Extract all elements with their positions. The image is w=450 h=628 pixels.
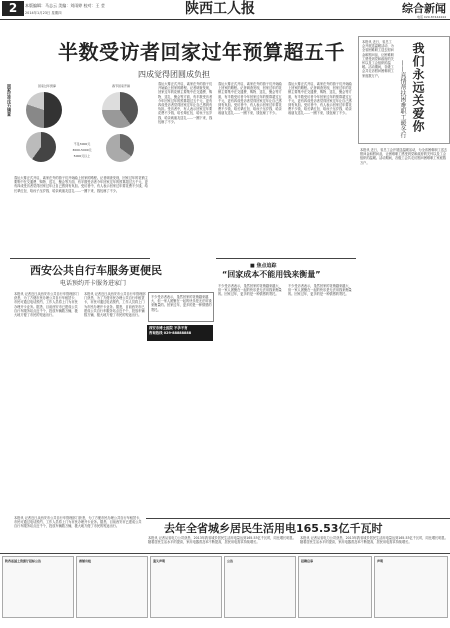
lead-headline: 半数受访者回家过年预算超五千 (58, 40, 345, 64)
focus-headline: “回家成本不能用钱来衡量” (222, 270, 321, 279)
divider (10, 258, 150, 259)
lead-body-left: 春运大幕正式开启，离家在外的游子们开始踏上回家的路程。记者调查发现，回家过年的花销主要集中在交通费、购物、送礼、聚会等方面，有半数受访者今年回家过年的预算超过五千元，更有四成受访者觉得回家过年让自己感到有负担。受访者中，有人表示回家过年要花费不少钱，给长辈红包、给孩子压岁钱、给亲戚朋友送礼……一圈下来，钱包瘪了不少。 (14, 176, 148, 193)
editor-credits: 本版编辑：马志云 美编：刘雨婷 校对：王 莹 (25, 3, 105, 8)
survey-side-label: 回家过年压力调查 (7, 84, 12, 116)
focus-body-left: 不少受访者表示，虽然回家的花销越来越大，但一家人团聚在一起的快乐是无法用钱来衡量的。回家过年，更多的是一种情感的寄托。 (218, 284, 282, 297)
chart-panel (14, 84, 154, 172)
xian-subhead: 电话预约开卡服务进家门 (60, 280, 127, 287)
electricity-headline: 去年全省城乡居民生活用电165.53亿千瓦时 (164, 522, 383, 535)
lead-body-col4: 春运大幕正式开启，离家在外的游子们开始踏上回家的路程。记者调查发现，回家过年的花销主要集中在交通费、购物、送礼、聚会等方面，有半数受访者今年回家过年的预算超过五千元，更有四成受访者觉得回家过年让自己感到有负担。受访者中，有人表示回家过年要花费不少钱，给长辈红包、给孩子压岁钱、给亲戚朋友送礼……一圈下来，钱包瘪了不少。 (288, 82, 352, 116)
classified-ad (224, 556, 296, 618)
classified-ad-title: 声明 (377, 559, 384, 563)
expense-pie-chart (102, 92, 138, 128)
ad-panel-text: 不少受访者表示，虽然回家的花销越来越大，但一家人团聚在一起的快乐是无法用钱来衡量的。回家过年，更多的是一种情感的寄托。 (151, 295, 212, 312)
sidebar-body: 本报讯 近日，省总工会开展送温暖活动，为全省困难职工送去慰问金和慰问品，让困难职工感受到党和政府的关怀以及工会组织的温暖。活动期间，各级工会共走访慰问困难职工家庭数万户。 (360, 148, 448, 165)
gift-pie-chart (106, 134, 134, 162)
classified-ad-title: 陕西省国土资源厅招标公告 (5, 559, 42, 563)
focus-tag: ■ 焦点追踪 (250, 263, 277, 269)
focus-body-right: 不少受访者表示，虽然回家的花销越来越大，但一家人团聚在一起的快乐是无法用钱来衡量的。回家过年，更多的是一种情感的寄托。 (288, 284, 352, 297)
hospital-ad-phone: 咨询热线 029-88888888 (149, 330, 192, 335)
classified-ad-title: 公告 (227, 559, 234, 563)
xian-body-left: 本报讯 记者近日从西安市公共自行车管理部门获悉，为了方便市民办理公共自行车租赁卡，市民可通过电话预约，工作人员将上门为市民办理开卡业务。据悉，目前西安市已建成公共自行车服务站点近千个，投放车辆数万辆，极大地方便了市民的短途出行。 (14, 292, 79, 318)
divider (216, 258, 356, 259)
classified-ad (374, 556, 448, 618)
sidebar-title: 我们永远关爱你 (411, 42, 425, 133)
electricity-body-left: 本报讯 记者从省电力公司获悉，2013年我省城乡居民生活用电量达到165.53亿千瓦时，同比增长明显。随着居民生活水平的提高，家用电器普及率不断提高，居民用电需求持续增长。 (148, 536, 296, 545)
hospital-ad (147, 325, 213, 341)
section-title: 综合新闻 (402, 2, 446, 15)
lead-body-col2: 春运大幕正式开启，离家在外的游子们开始踏上回家的路程。记者调查发现，回家过年的花销主要集中在交通费、购物、送礼、聚会等方面，有半数受访者今年回家过年的预算超过五千元，更有四成受访者觉得回家过年让自己感到有负担。受访者中，有人表示回家过年要花费不少钱，给长辈红包、给孩子压岁钱、给亲戚朋友送礼……一圈下来，钱包瘪了不少。 (158, 82, 213, 124)
xian-body-tail: 本报讯 记者近日从西安市公共自行车管理部门获悉，为了方便市民办理公共自行车租赁卡，市民可通过电话预约，工作人员将上门为市民办理开卡业务。据悉，目前西安市已建成公共自行车服务站点近千个，投放车辆数万辆，极大地方便了市民的短途出行。 (14, 516, 143, 529)
electricity-body-right: 本报讯 记者从省电力公司获悉，2013年我省城乡居民生活用电量达到165.53亿千瓦时，同比增长明显。随着居民生活水平的提高，家用电器普及率不断提高，居民用电需求持续增长。 (300, 536, 448, 545)
classified-ad (298, 556, 372, 618)
classified-ad (2, 556, 74, 618)
pie-legend-3: 5000元以上 (73, 154, 91, 158)
xian-headline: 西安公共自行车服务更便民 (30, 264, 162, 277)
classified-ad (76, 556, 148, 618)
ad-panel (148, 292, 214, 322)
sidebar-subtitle: ——真情帮扶困难职工暖冬行 (399, 60, 406, 138)
classified-ad (150, 556, 222, 618)
classified-ad-title: 遗失声明 (153, 559, 166, 563)
classified-ads (2, 556, 448, 618)
classified-ad-title: 商铺出租 (79, 559, 92, 563)
date-line: 2014年1月23日 星期四 (25, 11, 62, 15)
divider (146, 518, 450, 519)
page-number: 2 (2, 1, 24, 16)
masthead (0, 0, 450, 20)
xian-body-right: 本报讯 记者近日从西安市公共自行车管理部门获悉，为了方便市民办理公共自行车租赁卡，市民可通过电话预约，工作人员将上门为市民办理开卡业务。据悉，目前西安市已建成公共自行车服务站点近千个，投放车辆数万辆，极大地方便了市民的短途出行。 (84, 292, 146, 318)
hospital-ad-title: 西安市博士医院 不孕不育 (149, 326, 188, 330)
lead-subhead: 四成觉得团圆成负担 (138, 70, 210, 79)
contact-phone: 电话 029-87444444 (416, 15, 446, 19)
lead-body-col3: 春运大幕正式开启，离家在外的游子们开始踏上回家的路程。记者调查发现，回家过年的花销主要集中在交通费、购物、送礼、聚会等方面，有半数受访者今年回家过年的预算超过五千元，更有四成受访者觉得回家过年让自己感到有负担。受访者中，有人表示回家过年要花费不少钱，给长辈红包、给孩子压岁钱、给亲戚朋友送礼……一圈下来，钱包瘪了不少。 (218, 82, 282, 116)
classified-ad-title: 招聘启事 (301, 559, 314, 563)
pie-legend-2: 3000-5000元 (72, 148, 92, 152)
pie-legend-1: 不足3000元 (73, 142, 91, 146)
budget-pie-chart (26, 92, 62, 128)
ads-divider (0, 553, 450, 554)
chart-title-left: 回家过年预算 (37, 84, 56, 88)
chart-title-right: 春节回家开销 (111, 84, 130, 88)
paper-name: 陕西工人报 (185, 1, 255, 17)
burden-pie-chart (26, 132, 56, 162)
sidebar-intro: 本报讯 近日，省总工会开展送温暖活动，为全省困难职工送去慰问金和慰问品，让困难职工感受到党和政府的关怀以及工会组织的温暖。活动期间，各级工会共走访慰问困难职工家庭数万户。 (362, 40, 394, 78)
